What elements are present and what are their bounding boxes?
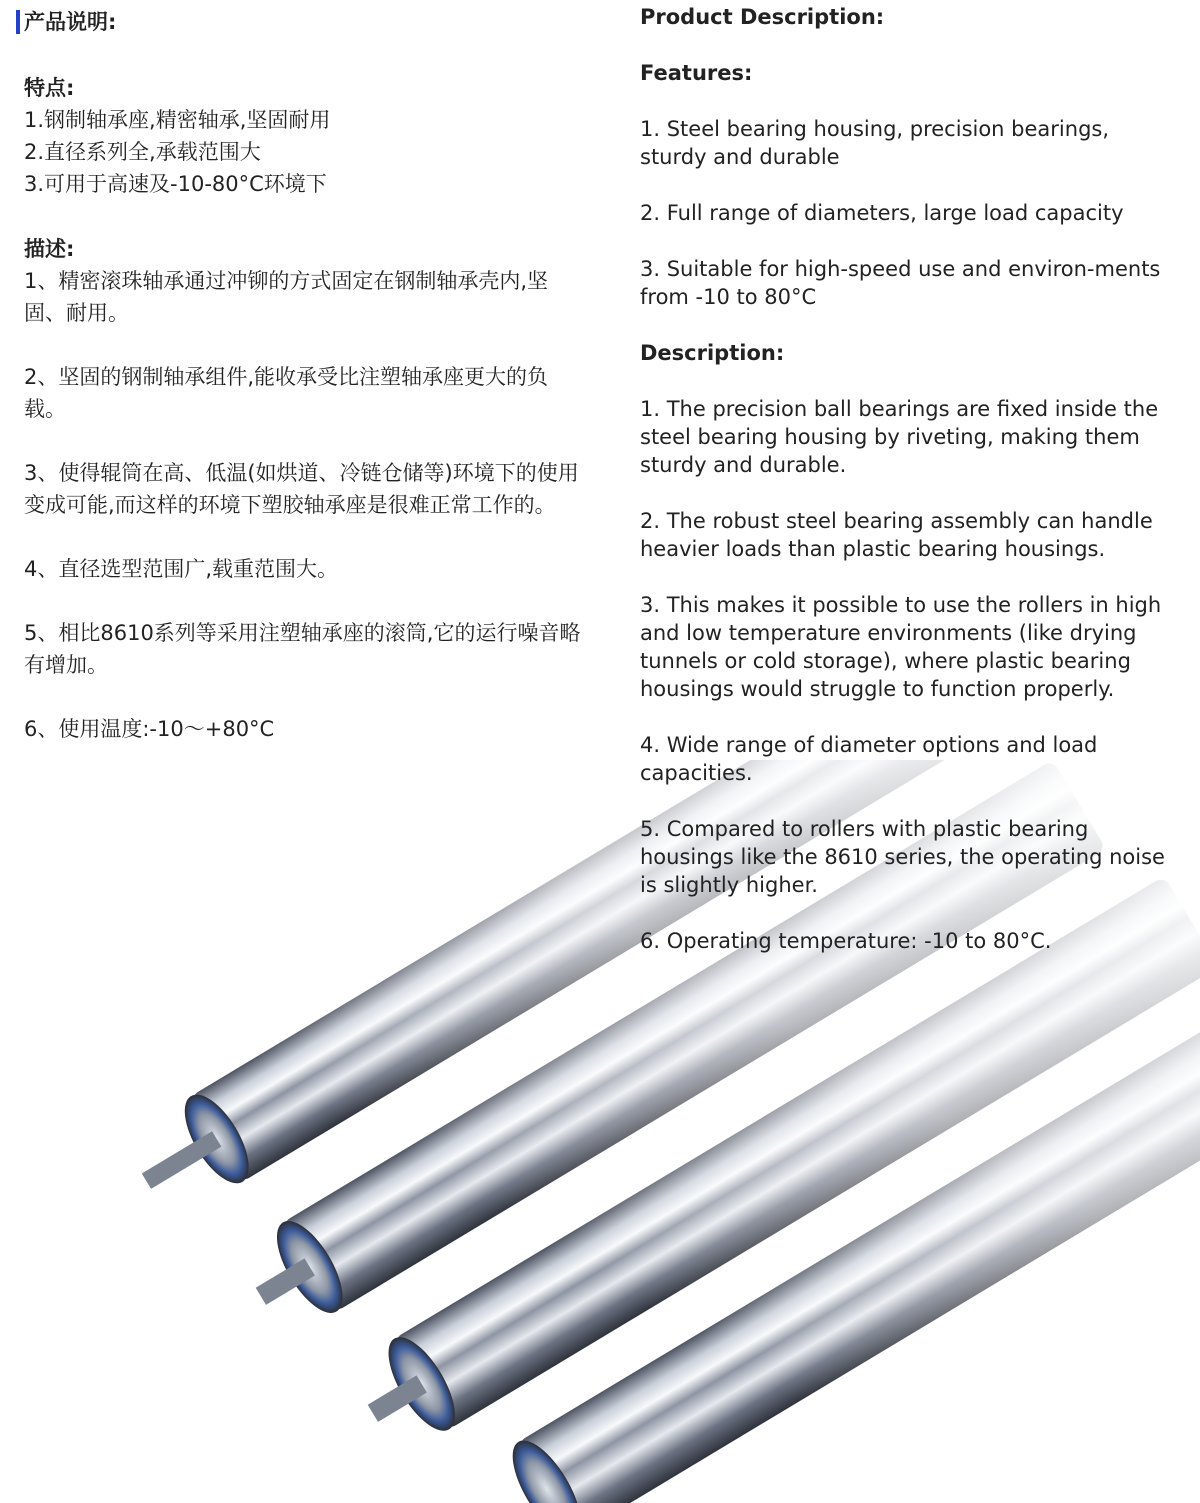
en-description-3: 3. This makes it possible to use the rollers in high and low temperature environments (like drying tunnels or cold storage), where plastic bearing housings would struggle to function properly. xyxy=(640,593,1162,701)
cn-description-2: 2、坚固的钢制轴承组件,能收承受比注塑轴承座更大的负载。 xyxy=(24,365,549,421)
en-feature-3: 3. Suitable for high-speed use and environ-ments from -10 to 80°C xyxy=(640,257,1161,309)
en-feature-2: 2. Full range of diameters, large load capacity xyxy=(640,201,1124,225)
en-description-2: 2. The robust steel bearing assembly can handle heavier loads than plastic bearing housings. xyxy=(640,509,1153,561)
cn-description-4: 4、直径选型范围广,载重范围大。 xyxy=(24,557,339,581)
en-description-heading: Description: xyxy=(640,341,785,365)
en-description-4: 4. Wide range of diameter options and load capacities. xyxy=(640,733,1098,785)
en-page-title: Product Description: xyxy=(640,5,885,29)
en-features-heading: Features: xyxy=(640,61,753,85)
en-description-1: 1. The precision ball bearings are fixed inside the steel bearing housing by riveting, making them sturdy and durable. xyxy=(640,397,1159,477)
en-feature-1: 1. Steel bearing housing, precision bearings, sturdy and durable xyxy=(640,117,1110,169)
cn-page-title: 产品说明: xyxy=(24,10,117,34)
cn-description-3: 3、使得辊筒在高、低温(如烘道、冷链仓储等)环境下的使用变成可能,而这样的环境下塑胶轴承座是很难正常工作的。 xyxy=(24,461,579,517)
cn-features-section xyxy=(24,72,584,200)
en-description-5: 5. Compared to rollers with plastic bearing housings like the 8610 series, the operating noise is slightly higher. xyxy=(640,817,1165,897)
cn-description-1: 1、精密滚珠轴承通过冲铆的方式固定在钢制轴承壳内,坚固、耐用。 xyxy=(24,269,549,325)
en-description-6: 6. Operating temperature: -10 to 80°C. xyxy=(640,929,1052,953)
cn-features-heading: 特点: xyxy=(24,76,75,100)
cn-description-6: 6、使用温度:-10～+80°C xyxy=(24,717,275,741)
title-accent-bar xyxy=(16,10,20,34)
cn-feature-2: 2.直径系列全,承载范围大 xyxy=(24,140,261,164)
cn-feature-3: 3.可用于高速及-10-80°C环境下 xyxy=(24,172,327,196)
cn-description-heading: 描述: xyxy=(24,237,75,261)
cn-feature-1: 1.钢制轴承座,精密轴承,坚固耐用 xyxy=(24,108,331,132)
cn-description-section xyxy=(24,233,584,745)
cn-description-5: 5、相比8610系列等采用注塑轴承座的滚筒,它的运行噪音略有增加。 xyxy=(24,621,581,677)
